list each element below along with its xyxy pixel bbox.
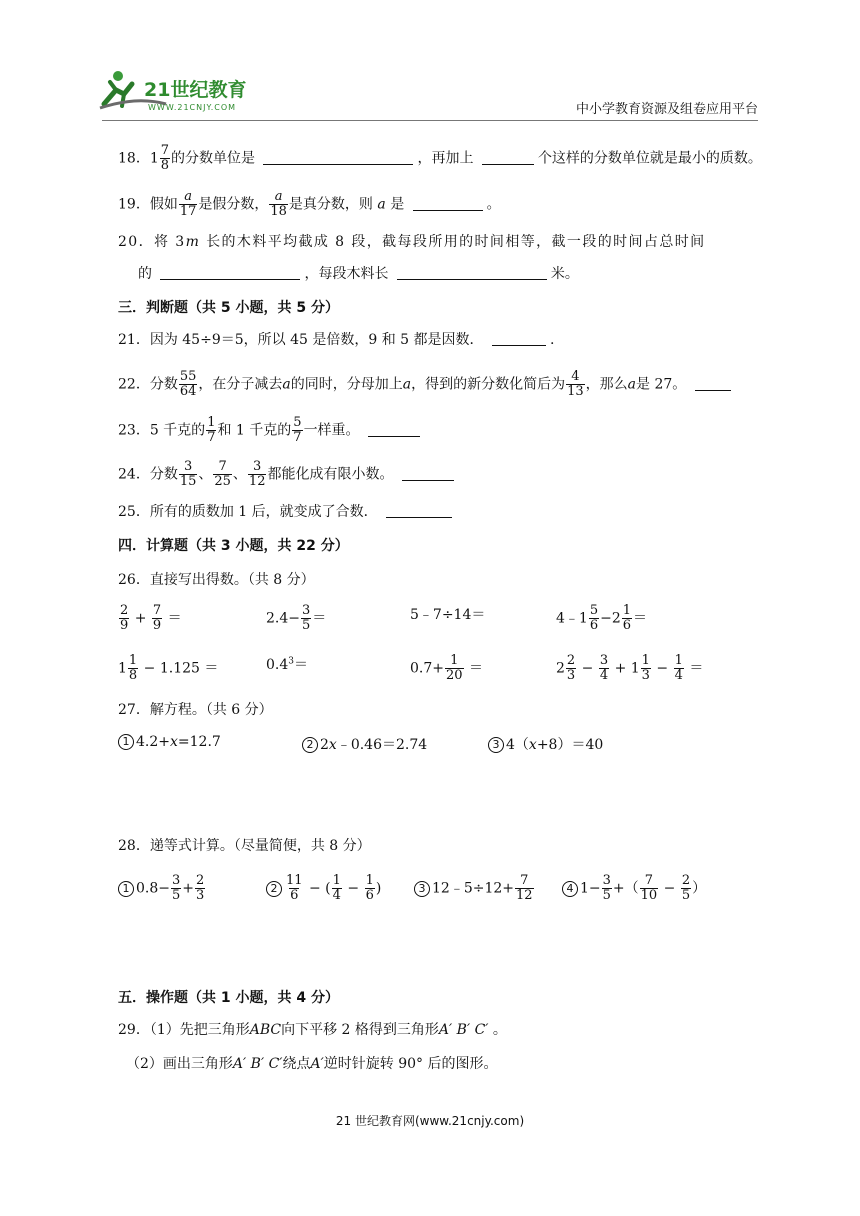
equation-27-1: 1 4.2+x=12.7 <box>118 734 221 750</box>
question-26-title: 26．直接写出得数。（共 8 分） <box>118 572 315 588</box>
equation-27-2: 2 2x﹣0.46＝2.74 <box>302 734 427 754</box>
answer-blank[interactable] <box>263 150 413 165</box>
calc-28-2: 2 $\frac{11}{6}$ − ( $\frac{1}{4}$ − $\frac{1}{6}$ ) <box>266 874 381 903</box>
calc-26-a4: 4﹣1 $\frac{5}{6}$ −2 $\frac{1}{6}$ ＝ <box>556 603 648 633</box>
calc-26-a1: $\frac{2}{9}$ + $\frac{7}{9}$ ＝ <box>120 603 182 633</box>
calc-26-b4: 2 $\frac{2}{3}$ − $\frac{3}{4}$ + 1 $\frac{1}{3}$ − $\frac{1}{4}$ ＝ <box>556 653 704 683</box>
svg-text:WWW.21CNJY.COM: WWW.21CNJY.COM <box>148 103 237 112</box>
question-18: 18．1 $\frac{7}{8}$ 的分数单位是 ，再加上 个这样的分数单位就是最小的质数。 <box>118 143 762 173</box>
answer-blank[interactable] <box>368 422 420 437</box>
answer-blank[interactable] <box>482 150 534 165</box>
fraction: $\frac{7}{8}$ <box>160 143 170 173</box>
answer-blank[interactable] <box>492 331 546 346</box>
section-4-title: 四．计算题（共 3 小题，共 22 分） <box>118 538 349 554</box>
question-20: 20．将 3m 长的木料平均截成 8 段，截每段所用的时间相等，截一段的时间占总时间 <box>118 234 706 250</box>
calc-26-a2: 2.4− $\frac{3}{5}$ ＝ <box>266 603 327 633</box>
calc-28-4: 4 1− $\frac{3}{5}$ +（ $\frac{7}{10}$ − $\frac{2}{5}$ ） <box>562 874 706 903</box>
question-29-part1: 29．（1）先把三角形ABC向下平移 2 格得到三角形A′ B′ C′ 。 <box>118 1022 507 1038</box>
site-logo <box>96 66 266 116</box>
answer-blank[interactable] <box>695 376 731 391</box>
header-platform-text: 中小学教育资源及组卷应用平台 <box>575 102 758 117</box>
page-footer: 21 世纪教育网(www.21cnjy.com) <box>335 1114 525 1128</box>
question-19: 19．假如 $\frac{a}{17}$ 是假分数， $\frac{a}{18}$ 是真分数，则 a 是 。 <box>118 189 501 219</box>
calc-26-b2: $0.4^3=$ <box>266 656 308 673</box>
calc-26-b1: 1 $\frac{1}{8}$ − 1.125 ＝ <box>118 653 219 683</box>
answer-blank[interactable] <box>386 503 452 518</box>
calc-28-3: 3 12﹣5÷12+ $\frac{7}{12}$ <box>414 874 535 903</box>
question-27-title: 27．解方程。（共 6 分） <box>118 702 273 718</box>
question-25: 25．所有的质数加 1 后，就变成了合数． <box>118 502 456 522</box>
runner-logo-icon <box>96 66 266 116</box>
section-3-title: 三．判断题（共 5 小题，共 5 分） <box>118 300 339 316</box>
answer-blank[interactable] <box>402 466 454 481</box>
question-23: 23．5 千克的 $\frac{1}{7}$ 和 1 千克的 $\frac{5}{7}$ 一样重。 <box>118 416 424 445</box>
question-22: 22．分数 $\frac{55}{64}$ ，在分子减去a的同时，分母加上a，得到的新分数化简后为 $\frac{4}{13}$ ，那么a是 27。 <box>118 370 735 399</box>
svg-text:21世纪教育: 21世纪教育 <box>144 79 247 101</box>
calc-26-b3: 0.7+ $\frac{1}{20}$ ＝ <box>410 653 483 683</box>
calc-28-1: 1 0.8− $\frac{3}{5}$ + $\frac{2}{3}$ <box>118 874 206 903</box>
question-28-title: 28．递等式计算。（尽量简便，共 8 分） <box>118 838 371 854</box>
answer-blank[interactable] <box>160 265 300 280</box>
question-24: 24．分数 $\frac{3}{15}$ 、 $\frac{7}{25}$ 、 $\frac{3}{12}$ 都能化成有限小数。 <box>118 460 458 489</box>
question-29-part2: （2）画出三角形A′ B′ C′绕点A′逆时针旋转 90° 后的图形。 <box>126 1056 498 1072</box>
answer-blank[interactable] <box>413 196 483 211</box>
calc-26-a3: 5﹣7÷14＝ <box>410 607 486 623</box>
equation-27-3: 3 4（x+8）＝40 <box>488 734 603 754</box>
question-21: 21．因为 45÷9＝5，所以 45 是倍数，9 和 5 都是因数． . <box>118 332 555 348</box>
question-20-cont: 的 ，每段木料长 米。 <box>138 266 579 282</box>
answer-blank[interactable] <box>397 265 547 280</box>
header-divider <box>102 120 758 121</box>
section-5-title: 五．操作题（共 1 小题，共 4 分） <box>118 990 339 1006</box>
